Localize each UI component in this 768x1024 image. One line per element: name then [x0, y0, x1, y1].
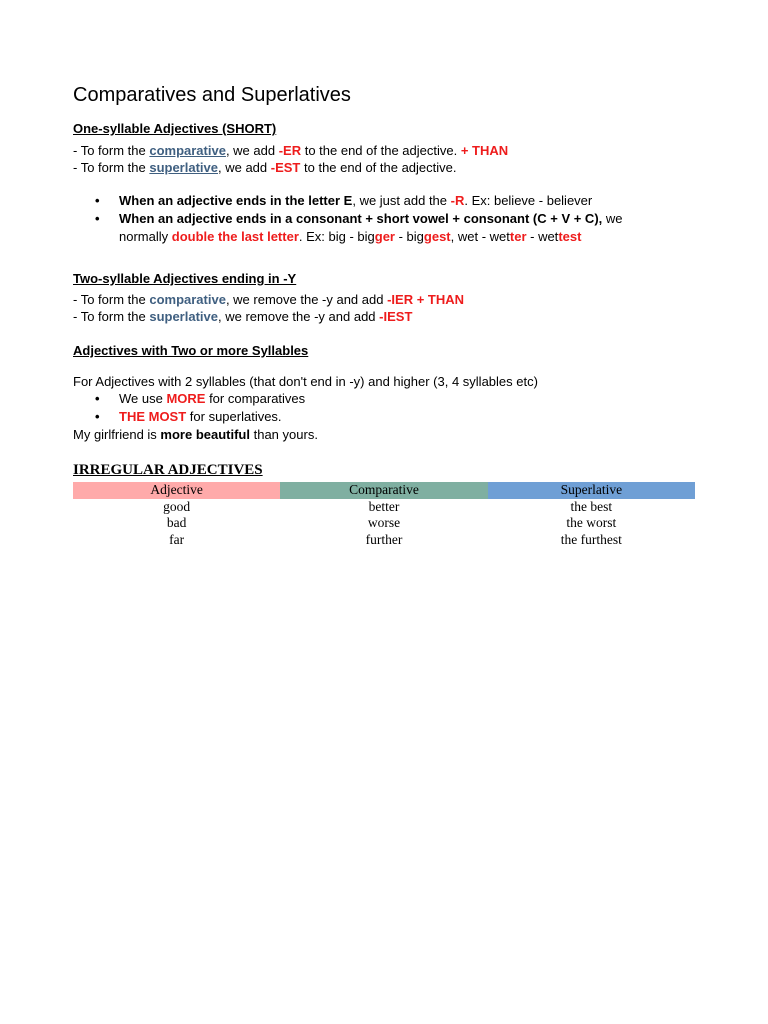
column-header-adjective: Adjective	[73, 482, 280, 499]
suffix-er: -ER	[278, 143, 302, 158]
section-heading-one-syllable: One-syllable Adjectives (SHORT)	[73, 121, 277, 136]
section-heading-two-or-more: Adjectives with Two or more Syllables	[73, 343, 309, 358]
table-cell: far	[169, 531, 185, 547]
table-cell: bad	[166, 515, 187, 531]
column-header-superlative: Superlative	[488, 482, 695, 499]
example-sentence: My girlfriend is more beautiful than yours.	[73, 427, 318, 442]
table-cell: the furthest	[560, 531, 622, 547]
two-syllable-superlative-line: - To form the superlative, we remove the -y and add -IEST	[73, 309, 413, 324]
table-row	[73, 515, 695, 532]
suffix-est: -EST	[270, 160, 301, 175]
bullet-icon: •	[95, 211, 100, 226]
two-syllable-comparative-line: - To form the comparative, we remove the -y and add -IER + THAN	[73, 292, 465, 307]
table-cell: worse	[367, 515, 401, 531]
comparative-term: comparative	[149, 143, 226, 158]
table-cell: good	[163, 498, 191, 514]
superlative-term: superlative	[149, 160, 218, 175]
suffix-than: + THAN	[460, 143, 509, 158]
table-cell: further	[365, 531, 403, 547]
bullet-icon: •	[95, 193, 100, 208]
bullet-icon: •	[95, 391, 100, 406]
irregular-adjectives-heading: IRREGULAR ADJECTIVES	[73, 462, 263, 478]
table-row	[73, 532, 695, 549]
table-cell: better	[368, 498, 400, 514]
bullet-icon: •	[95, 409, 100, 424]
one-syllable-comparative-line: - To form the comparative, we add -ER to the end of the adjective. + THAN	[73, 143, 509, 158]
table-row	[73, 499, 695, 516]
table-cell: the best	[570, 498, 613, 514]
page-title: Comparatives and Superlatives	[73, 84, 351, 106]
column-header-comparative: Comparative	[280, 482, 487, 499]
table-header-row	[73, 482, 695, 499]
one-syllable-superlative-line: - To form the superlative, we add -EST to the end of the adjective.	[73, 160, 457, 175]
two-or-more-intro: For Adjectives with 2 syllables (that don't end in -y) and higher (3, 4 syllables etc)	[73, 374, 538, 389]
irregular-adjectives-table	[73, 482, 695, 548]
table-cell: the worst	[566, 515, 617, 531]
section-heading-two-syllable-y: Two-syllable Adjectives ending in -Y	[73, 271, 297, 286]
